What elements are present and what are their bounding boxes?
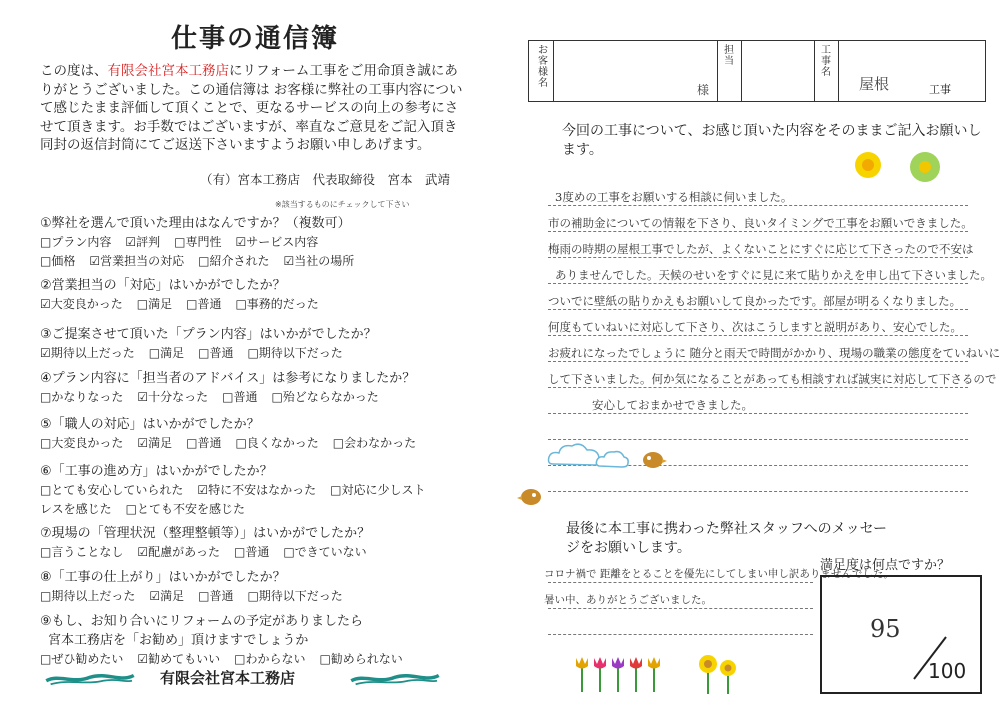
checkbox-option[interactable]: □言うことなし — [40, 545, 124, 559]
flower-icon — [853, 150, 883, 180]
writing-line — [548, 387, 968, 388]
handwritten-line: ついでに壁紙の貼りかえもお願いして良かったです。部屋が明るくなりました。 — [548, 294, 962, 308]
intro-post: にリフォーム工事をご用命頂き誠にありがとうございました。この通信簿は お客様に弊社の工事内容について感じたまま評価して頂くことで、更なるサービスの向上の参考にさせて頂きます。お手数ではございますが、率直なご意見をご記入頂き 同封の返信封筒にてご返送下さいますようお願い申しあげます。 — [40, 63, 463, 153]
writing-line — [548, 608, 813, 609]
checkbox-option[interactable]: □満足 — [148, 346, 185, 360]
intro-pre: この度は、 — [40, 63, 108, 79]
handwritten-message: 暑い中、ありがとうございました。 — [544, 594, 712, 606]
checkbox-option[interactable]: ☑サービス内容 — [235, 235, 319, 249]
checkbox-option[interactable]: □とても安心していられた — [40, 483, 184, 497]
checkbox-option[interactable]: ☑満足 — [137, 436, 173, 450]
prompt-staff-message: 最後に本工事に携わった弊社スタッフへのメッセージをお願いします。 — [566, 521, 888, 556]
score-label: 満足度は何点ですか？ — [820, 558, 951, 573]
checkbox-option[interactable]: ☑満足 — [149, 589, 185, 603]
wave-decoration-right — [345, 672, 445, 686]
writing-line — [548, 335, 968, 336]
score-box — [820, 575, 982, 694]
intro-text — [40, 62, 470, 155]
writing-line — [548, 283, 968, 284]
sunflower-icon — [696, 650, 742, 696]
question-4 — [40, 367, 480, 405]
customer-label: お客様名 — [538, 45, 548, 89]
checkbox-option[interactable]: □紹介された — [198, 254, 270, 268]
writing-line — [548, 309, 968, 310]
writing-line — [548, 582, 813, 583]
question-3 — [40, 323, 480, 361]
checkbox-option[interactable]: □普通 — [186, 297, 222, 311]
question-2 — [40, 274, 480, 312]
checkbox-option[interactable]: □かなりなった — [40, 390, 124, 404]
work-suffix: 工事 — [929, 83, 951, 96]
checkbox-option[interactable]: □殆どならなかった — [271, 390, 379, 404]
question-text-cont: 宮本工務店を「お勧め」頂けますでしょうか — [48, 633, 309, 648]
checkbox-option[interactable]: □勧められない — [319, 652, 403, 666]
company-name-red: 有限会社宮本工務店 — [107, 63, 229, 79]
writing-line — [548, 205, 968, 206]
checkbox-option[interactable]: □価格 — [40, 254, 76, 268]
question-7 — [40, 522, 480, 560]
writing-line — [548, 634, 813, 635]
handwritten-line: 何度もていねいに対応して下さり、次はこうしますと説明があり、安心でした。 — [548, 320, 962, 334]
writing-line — [548, 491, 968, 492]
checkbox-option[interactable]: □わからない — [234, 652, 306, 666]
handwritten-line: 梅雨の時期の屋根工事でしたが、よくないことにすぐに応じて下さったので不安は — [548, 242, 974, 256]
question-text: ⑥「工事の進め方」はいかがでしたか？ — [40, 464, 273, 479]
work-label: 工事名 — [821, 45, 831, 78]
checkbox-option[interactable]: □期待以下だった — [247, 589, 343, 603]
handwritten-line: 3度めの工事をお願いする相談に伺いました。 — [555, 190, 793, 204]
writing-line — [548, 439, 968, 440]
handwritten-message: コロナ禍で 距離をとることを優先にしてしまい申し訳ありませんでした。 — [544, 568, 894, 580]
checkbox-option[interactable]: ☑大変良かった — [40, 297, 123, 311]
checkbox-option[interactable]: □普通 — [233, 545, 270, 559]
checkbox-option[interactable]: レスを感じた — [40, 502, 112, 516]
checkbox-option[interactable]: □満足 — [136, 297, 173, 311]
page-title: 仕事の通信簿 — [170, 24, 339, 54]
checkbox-option[interactable]: ☑勧めてもいい — [137, 652, 221, 666]
question-6 — [40, 460, 480, 517]
checkbox-option[interactable]: ☑営業担当の対応 — [89, 254, 185, 268]
checkbox-option[interactable]: □大変良かった — [40, 436, 124, 450]
question-text: ③ご提案させて頂いた「プラン内容」はいかがでしたか？ — [40, 327, 377, 342]
staff-label: 担当 — [724, 45, 734, 67]
question-text: ⑦現場の「管理状況（整理整頓等）」はいかがでしたか？ — [40, 526, 371, 541]
checkbox-option[interactable]: □普通 — [186, 436, 222, 450]
checkbox-option[interactable]: □期待以下だった — [247, 346, 343, 360]
checkbox-option[interactable]: □期待以上だった — [40, 589, 136, 603]
cloud-icon — [594, 448, 630, 470]
checkbox-option[interactable]: ☑評判 — [125, 235, 161, 249]
checkbox-option[interactable]: ☑十分なった — [137, 390, 209, 404]
question-text: ⑤「職人の対応」はいかがでしたか？ — [40, 417, 260, 432]
checkbox-option[interactable]: ☑配慮があった — [137, 545, 220, 559]
checkbox-option[interactable]: □できていない — [283, 545, 367, 559]
question-text: ①弊社を選んで頂いた理由はなんですか？（複数可） — [40, 216, 351, 231]
handwritten-line: 安心しておまかせできました。 — [592, 398, 753, 412]
bird-icon — [640, 448, 668, 470]
score-value: 95 — [870, 615, 901, 643]
question-text: ⑧「工事の仕上がり」はいかがでしたか？ — [40, 570, 286, 585]
checkbox-option[interactable]: ☑期待以上だった — [40, 346, 135, 360]
score-max: 100 — [928, 659, 967, 683]
header-table — [528, 40, 986, 102]
check-note: ※該当するものにチェックして下さい — [275, 200, 410, 209]
writing-line — [548, 231, 968, 232]
signature: （有）宮本工務店 代表取締役 宮本 武靖 — [200, 172, 451, 187]
writing-line — [548, 413, 968, 414]
question-1 — [40, 212, 480, 269]
tulip-icon — [572, 652, 667, 694]
checkbox-option[interactable]: ☑特に不安はなかった — [197, 483, 317, 497]
handwritten-line: して下さいました。何か気になることがあっても相談すれば誠実に対応して下さるので — [548, 372, 997, 386]
checkbox-option[interactable]: □プラン内容 — [40, 235, 112, 249]
handwritten-line: ありませんでした。天候のせいをすぐに見に来て貼りかえを申し出て下さいました。 — [555, 268, 992, 282]
wave-decoration-left — [40, 672, 140, 686]
checkbox-option[interactable]: □とても不安を感じた — [125, 502, 245, 516]
checkbox-option[interactable]: ☑当社の場所 — [283, 254, 355, 268]
checkbox-option[interactable]: □ぜひ勧めたい — [40, 652, 124, 666]
checkbox-option[interactable]: □事務的だった — [235, 297, 319, 311]
flower-icon — [908, 150, 942, 184]
prompt-impressions: 今回の工事について、お感じ頂いた内容をそのままご記入お願いします。 — [562, 123, 982, 158]
checkbox-option[interactable]: □普通 — [198, 589, 234, 603]
question-5 — [40, 413, 480, 451]
writing-line — [548, 361, 968, 362]
customer-suffix: 様 — [697, 83, 710, 97]
writing-line — [548, 257, 968, 258]
handwritten-line: お疲れになったでしょうに 随分と雨天で時間がかかり、現場の職業の態度をていねいに — [548, 346, 1000, 360]
checkbox-option[interactable]: □会わなかった — [332, 436, 417, 450]
checkbox-option[interactable]: □対応に少しスト — [330, 483, 426, 497]
handwritten-line: 市の補助金についての情報を下さり、良いタイミングで工事をお願いできました。 — [548, 216, 973, 230]
bird-icon — [517, 485, 545, 507]
question-text: ②営業担当の「対応」はいかがでしたか？ — [40, 278, 286, 293]
question-text: ⑨もし、お知り合いにリフォームの予定がありましたら — [40, 614, 364, 629]
checkbox-option[interactable]: □普通 — [222, 390, 258, 404]
work-value: 屋根 — [859, 75, 890, 93]
question-text: ④プラン内容に「担当者のアドバイス」は参考になりましたか？ — [40, 371, 416, 386]
question-9 — [40, 610, 480, 667]
checkbox-option[interactable]: □良くなかった — [235, 436, 319, 450]
checkbox-option[interactable]: □専門性 — [174, 235, 222, 249]
question-8 — [40, 566, 480, 604]
checkbox-option[interactable]: □普通 — [198, 346, 234, 360]
footer-company: 有限会社宮本工務店 — [160, 669, 296, 687]
